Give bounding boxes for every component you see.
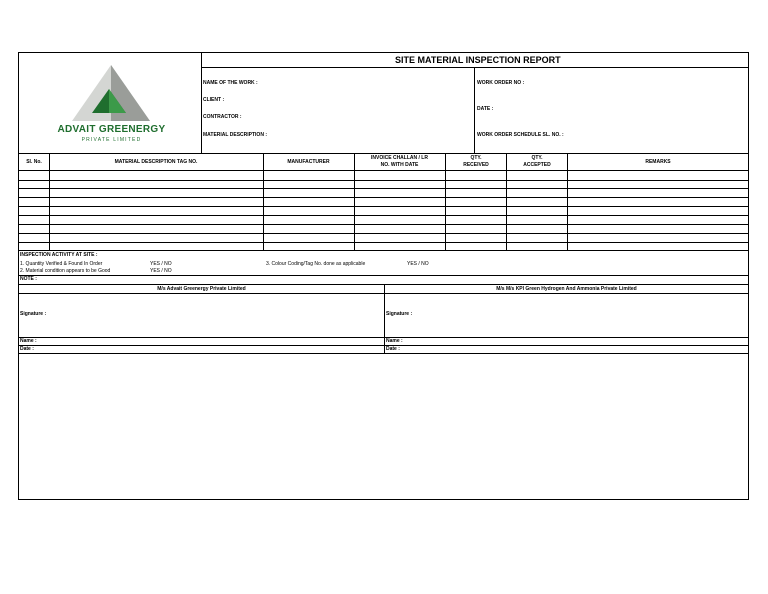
right-name-field[interactable]: Name : (386, 338, 403, 344)
signoff-bottom-border (19, 353, 749, 354)
note-label: NOTE : (20, 276, 37, 282)
col-divider (445, 153, 446, 250)
work-order-no-field[interactable]: WORK ORDER NO : (477, 80, 525, 86)
name-of-work-field[interactable]: NAME OF THE WORK : (203, 80, 258, 86)
report-title: SITE MATERIAL INSPECTION REPORT (395, 55, 561, 65)
name-divider (19, 345, 749, 346)
inspection-heading: INSPECTION ACTIVITY AT SITE : (20, 252, 98, 258)
right-party-name: M/s M/s KPI Green Hydrogen And Ammonia Private Limited (496, 286, 637, 292)
col-header-material: MATERIAL DESCRIPTION TAG NO. (114, 158, 198, 165)
inspection-answer-1[interactable]: YES / NO (150, 261, 172, 267)
right-date-field[interactable]: Date : (386, 346, 400, 352)
table-row[interactable] (19, 242, 749, 243)
inspection-item-1: 1. Quantity Verified & Found In Order (20, 261, 103, 267)
left-party-name: M/s Advait Greenergy Private Limited (157, 286, 246, 292)
logo-pyramid-icon (54, 61, 169, 123)
logo-divider (201, 53, 202, 153)
inspection-item-2: 2. Material condition appears to be Good (20, 268, 111, 274)
table-bottom-border (19, 250, 749, 251)
table-row[interactable] (19, 180, 749, 181)
company-name: ADVAIT GREENERGY (57, 124, 166, 135)
col-divider (354, 153, 355, 250)
note-divider (19, 275, 749, 276)
right-signature-field[interactable]: Signature : (386, 311, 413, 317)
inspection-answer-3[interactable]: YES / NO (407, 261, 429, 267)
title-divider (201, 67, 749, 68)
company-logo (54, 61, 169, 153)
work-order-schedule-field[interactable]: WORK ORDER SCHEDULE SL. NO. : (477, 132, 564, 138)
col-header-sl-no: Sl. No. (26, 158, 42, 165)
table-row[interactable] (19, 224, 749, 225)
contractor-field[interactable]: CONTRACTOR : (203, 114, 242, 120)
col-header-invoice: INVOICE CHALLAN / LR NO. WITH DATE (371, 155, 428, 168)
inspection-answer-2[interactable]: YES / NO (150, 268, 172, 274)
report-form (18, 52, 749, 500)
col-divider (506, 153, 507, 250)
col-header-qty-received: QTY. RECEIVED (463, 155, 489, 168)
col-header-manufacturer: MANUFACTURER (287, 158, 330, 165)
col-header-qty-accepted: QTY. ACCEPTED (523, 155, 551, 168)
table-row[interactable] (19, 215, 749, 216)
table-row[interactable] (19, 206, 749, 207)
material-description-field[interactable]: MATERIAL DESCRIPTION : (203, 132, 267, 138)
inspection-item-3: 3. Colour Coding/Tag No. done as applicable (266, 261, 366, 267)
table-header-border (19, 170, 749, 171)
date-field[interactable]: DATE : (477, 106, 494, 112)
signature-bottom-border (19, 337, 749, 338)
fields-divider (474, 67, 475, 153)
table-row[interactable] (19, 233, 749, 234)
left-name-field[interactable]: Name : (20, 338, 37, 344)
client-field[interactable]: CLIENT : (203, 97, 225, 103)
left-signature-field[interactable]: Signature : (20, 311, 47, 317)
col-header-remarks: REMARKS (645, 158, 671, 165)
table-row[interactable] (19, 188, 749, 189)
company-subtitle: PRIVATE LIMITED (81, 137, 142, 143)
left-date-field[interactable]: Date : (20, 346, 34, 352)
table-row[interactable] (19, 197, 749, 198)
signoff-divider (384, 284, 385, 354)
